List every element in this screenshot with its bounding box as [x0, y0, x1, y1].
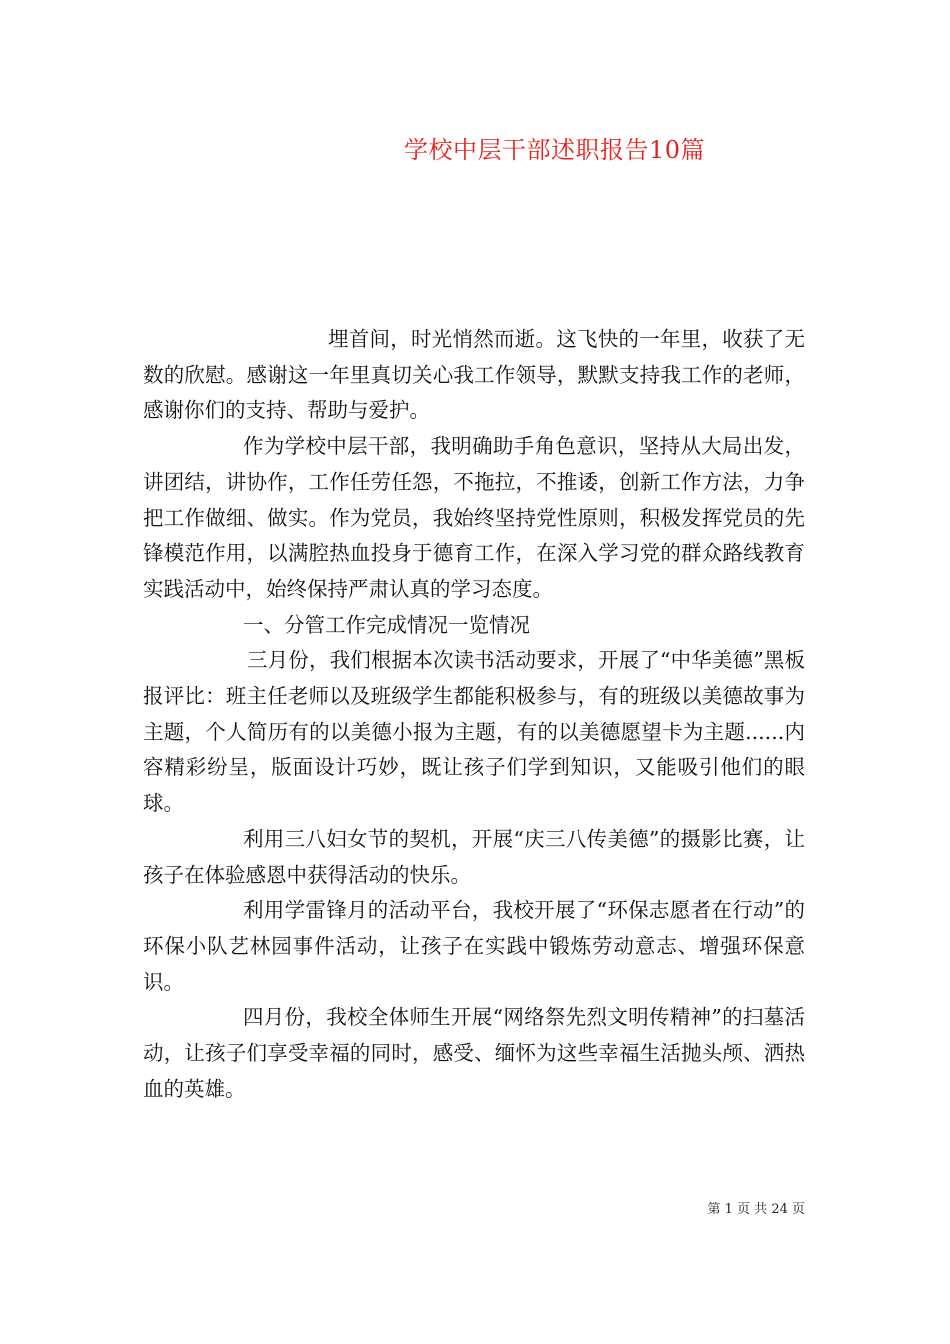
section-heading: 一、分管工作完成情况一览情况: [243, 612, 530, 637]
paragraph-role: 作为学校中层干部，我明确助手角色意识，坚持从大局出发，讲团结，讲协作，工作任劳任怨，不拖拉，不推诿，创新工作方法，力争把工作做细、做实。作为党员，我始终坚持党性原则，积极发挥党员的先锋模范作用，以满腔热血投身于德育工作，在深入学习党的群众路线教育实践活动中，始终保持严肃认真的学习态度。: [143, 434, 805, 601]
paragraph-intro: 埋首间，时光悄然而逝。这飞快的一年里，收获了无数的欣慰。感谢这一年里真切关心我工作领导，默默支持我工作的老师，感谢你们的支持、帮助与爱护。: [143, 327, 805, 423]
document-body: [143, 322, 805, 1107]
document-title: 学校中层干部述职报告10篇: [404, 136, 706, 164]
paragraph-april: 四月份，我校全体师生开展“网络祭先烈文明传精神”的扫墓活动，让孩子们享受幸福的同时，感受、缅怀为这些幸福生活抛头颅、洒热血的英雄。: [143, 1005, 805, 1101]
paragraph-womens-day: 利用三八妇女节的契机，开展“庆三八传美德”的摄影比赛，让孩子在体验感恩中获得活动的快乐。: [143, 826, 805, 887]
paragraph-leifeng: 利用学雷锋月的活动平台，我校开展了“环保志愿者在行动”的环保小队艺林园事件活动，让孩子在实践中锻炼劳动意志、增强环保意识。: [143, 898, 805, 994]
paragraph-march: 三月份，我们根据本次读书活动要求，开展了“中华美德”黑板报评比：班主任老师以及班级学生都能积极参与，有的班级以美德故事为主题，个人简历有的以美德小报为主题，有的以美德愿望卡为主题......内容精彩纷呈，版面设计巧妙，既让孩子们学到知识，又能吸引他们的眼球。: [143, 648, 805, 816]
page-number-footer: 第 1 页 共 24 页: [707, 1202, 805, 1217]
